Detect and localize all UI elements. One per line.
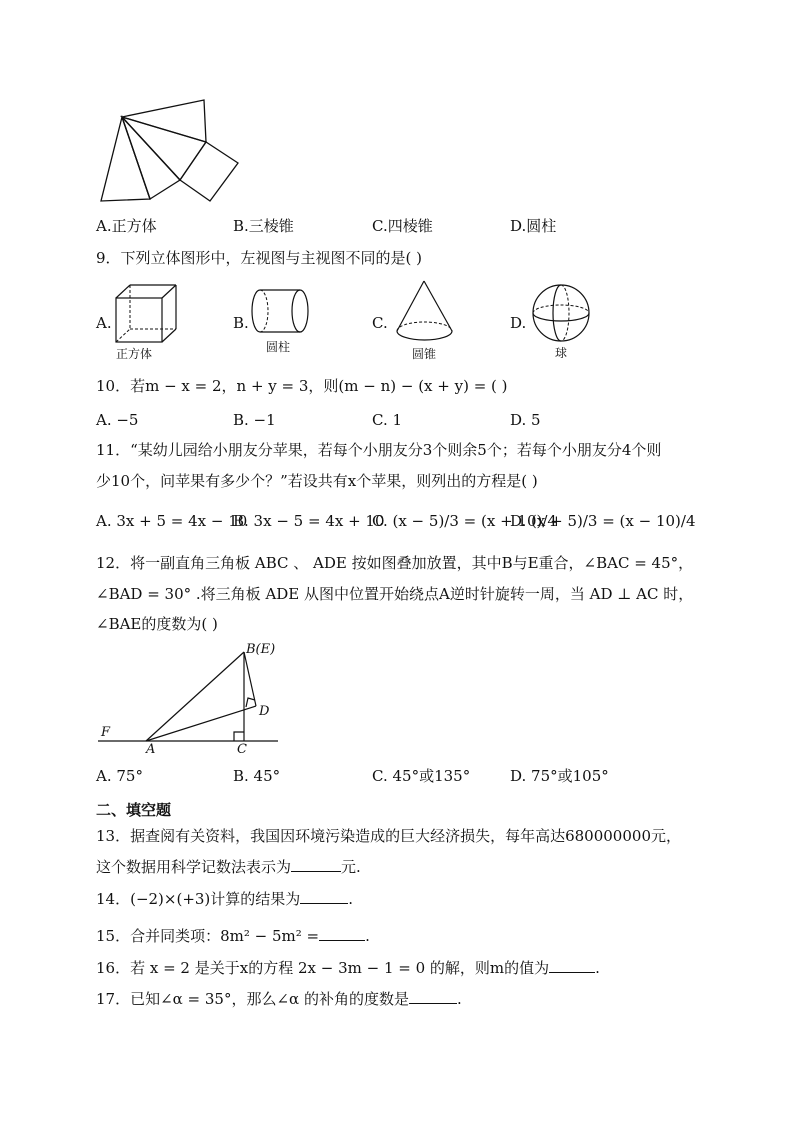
q16-answer-blank[interactable] — [549, 958, 595, 973]
q12-line1: 12．将一副直角三角板 ABC 、 ADE 按如图叠加放置，其中B与E重合，∠BAC = 45°， — [96, 554, 694, 572]
q13-line2-text: 这个数据用科学记数法表示为 — [96, 858, 292, 876]
q17-answer-blank[interactable] — [409, 989, 457, 1004]
q16-text: 16．若 x = 2 是关于x的方程 2x − 3m − 1 = 0 的解，则m的值为 — [96, 959, 550, 977]
q12-option-b[interactable]: B. 45° — [233, 767, 281, 785]
q13-answer-blank[interactable] — [291, 857, 341, 872]
q12-label-a: A — [146, 742, 156, 757]
q16-period: . — [595, 959, 600, 977]
q11-option-a[interactable]: A. 3x + 5 = 4x − 10 — [96, 512, 248, 530]
q14-answer-blank[interactable] — [300, 889, 348, 904]
cube-caption: 正方体 — [116, 347, 153, 361]
q15-line — [96, 926, 370, 946]
q11-option-d[interactable]: D. (x + 5)/3 = (x − 10)/4 — [510, 512, 696, 530]
q17-text: 17．已知∠α = 35°，那么∠α 的补角的度数是 — [96, 990, 409, 1008]
q11-line1: 11．“某幼儿园给小朋友分苹果，若每个小朋友分3个则余5个；若每个小朋友分4个则 — [96, 441, 662, 459]
q12-option-a[interactable]: A. 75° — [96, 767, 143, 785]
q9-option-b-letter[interactable]: B. — [233, 314, 249, 332]
q15-period: . — [365, 927, 370, 945]
q10-option-d[interactable]: D. 5 — [510, 411, 541, 429]
section-title-fill-in: 二、填空题 — [96, 801, 172, 819]
q11-line2: 少10个，问苹果有多少个？”若设共有x个苹果，则列出的方程是( ) — [96, 472, 538, 490]
q11-option-c[interactable]: C. (x − 5)/3 = (x + 10)/4 — [372, 512, 557, 530]
q10-option-b[interactable]: B. −1 — [233, 411, 276, 429]
q16-line — [96, 958, 600, 978]
cylinder-caption: 圆柱 — [266, 340, 291, 354]
q14-period: . — [348, 890, 354, 908]
q12-label-f: F — [101, 725, 111, 740]
q17-line — [96, 989, 462, 1009]
q8-option-b[interactable]: B.三棱锥 — [233, 217, 294, 235]
cone-caption: 圆锥 — [412, 347, 437, 361]
q8-option-d[interactable]: D.圆柱 — [510, 217, 557, 235]
q13-suffix: 元. — [341, 858, 361, 876]
q15-text: 15．合并同类项：8m² − 5m² = — [96, 927, 320, 945]
q9-option-c-letter[interactable]: C. — [372, 314, 388, 332]
q10-option-a[interactable]: A. −5 — [96, 411, 139, 429]
q8-option-a[interactable]: A.正方体 — [96, 217, 157, 235]
q12-line3: ∠BAE的度数为( ) — [96, 615, 218, 633]
q14-text: 14．(−2)×(+3)计算的结果为 — [96, 890, 301, 908]
q9-stem: 9．下列立体图形中，左视图与主视图不同的是( ) — [96, 249, 423, 267]
q12-label-b: B(E) — [246, 642, 276, 657]
q9-option-d-letter[interactable]: D. — [510, 314, 527, 332]
q11-option-b[interactable]: B. 3x − 5 = 4x + 10 — [233, 512, 385, 530]
sphere-caption: 球 — [555, 346, 568, 360]
q10-option-c[interactable]: C. 1 — [372, 411, 403, 429]
q12-line2: ∠BAD = 30° .将三角板 ADE 从图中位置开始绕点A逆时针旋转一周，当 AD ⊥ AC 时， — [96, 585, 694, 603]
q9-option-a-letter[interactable]: A. — [96, 314, 112, 332]
q12-label-d: D — [259, 704, 270, 719]
q10-stem: 10．若m − x = 2，n + y = 3，则(m − n) − (x + y) = ( ) — [96, 377, 508, 395]
q12-option-c[interactable]: C. 45°或135° — [372, 767, 471, 785]
q12-option-d[interactable]: D. 75°或105° — [510, 767, 609, 785]
q15-answer-blank[interactable] — [319, 926, 365, 941]
q8-option-c[interactable]: C.四棱锥 — [372, 217, 433, 235]
q12-label-c: C — [237, 742, 247, 757]
q17-period: . — [456, 990, 462, 1008]
q13-line1: 13．据查阅有关资料，我国因环境污染造成的巨大经济损失，每年高达680000000元， — [96, 827, 681, 845]
q13-line2 — [96, 857, 361, 877]
q14-line — [96, 889, 353, 909]
